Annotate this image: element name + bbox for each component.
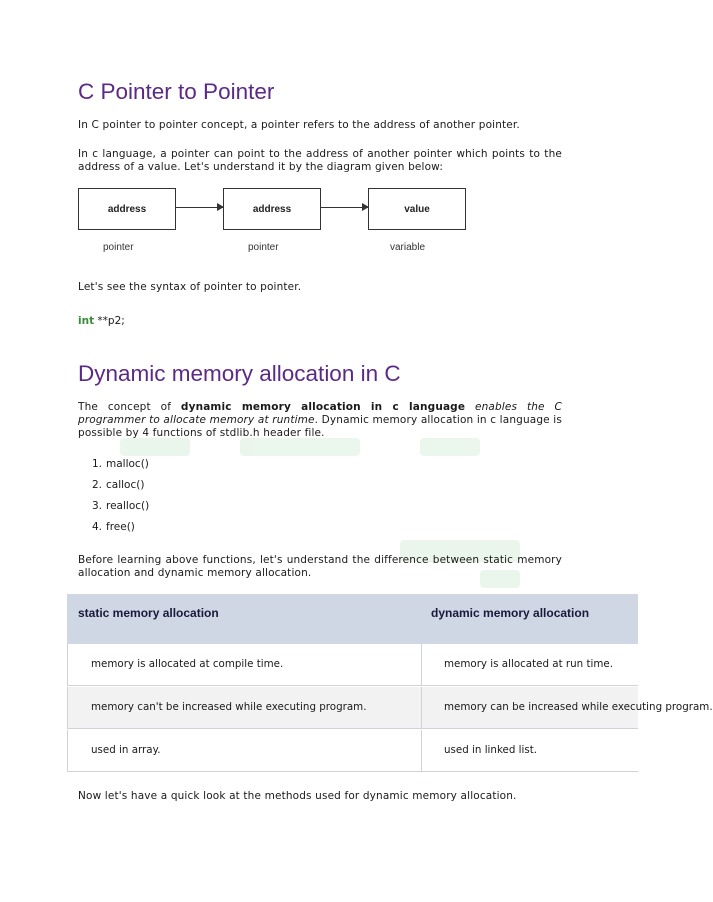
diagram-arrow-2 (320, 207, 368, 208)
table-row (67, 730, 638, 772)
code-keyword: int (78, 315, 95, 327)
list-item: 2. calloc() (91, 479, 145, 491)
paragraph-after-table: Now let's have a quick look at the methods used for dynamic memory allocation. (78, 790, 517, 802)
table-cell: used in array. (91, 744, 161, 756)
diagram-caption-1: pointer (103, 242, 134, 253)
diagram-box-2: address (223, 188, 321, 230)
table-row (67, 687, 713, 729)
table-cell: memory is allocated at compile time. (91, 658, 284, 670)
paragraph-intro-pointer: In C pointer to pointer concept, a pointer refers to the address of another pointer. (78, 119, 520, 131)
table-cell: memory can be increased while executing program. (444, 701, 713, 713)
code-text: **p2; (94, 315, 125, 327)
list-item: 1. malloc() (91, 458, 149, 470)
table-header-static: static memory allocation (78, 606, 219, 620)
paragraph-syntax-intro: Let's see the syntax of pointer to pointer. (78, 281, 302, 293)
diagram-arrow-1 (175, 207, 223, 208)
table-header-row (67, 594, 638, 644)
functions-list (78, 454, 149, 538)
code-snippet (78, 315, 125, 328)
diagram-caption-2: pointer (248, 242, 279, 253)
table-row (67, 644, 638, 686)
heading-dynamic-memory: Dynamic memory allocation in C (78, 361, 401, 386)
table-cell: memory can't be increased while executing program. (91, 701, 367, 713)
table-header-dynamic: dynamic memory allocation (431, 606, 590, 620)
paragraph-dynamic-intro: The concept of dynamic memory allocation in c language enables the C programmer to allocate memory at runtime. Dynamic memory allocation in c language is possible by 4 functions of stdlib.h header file. (78, 401, 562, 439)
paragraph-pointer-explanation: In c language, a pointer can point to the address of another pointer which points to the address of a value. Let's understand it by the diagram given below: (78, 148, 562, 173)
table-cell: memory is allocated at run time. (444, 658, 613, 670)
list-item: 4. free() (91, 521, 135, 533)
diagram-caption-3: variable (390, 242, 426, 253)
diagram-box-3: value (368, 188, 466, 230)
list-item: 3. realloc() (91, 500, 150, 512)
table-cell: used in linked list. (444, 744, 538, 756)
heading-pointer-to-pointer: C Pointer to Pointer (78, 79, 275, 104)
paragraph-before-table: Before learning above functions, let's understand the difference between static memory allocation and dynamic memory allocation. (78, 554, 562, 579)
diagram-box-1: address (78, 188, 176, 230)
